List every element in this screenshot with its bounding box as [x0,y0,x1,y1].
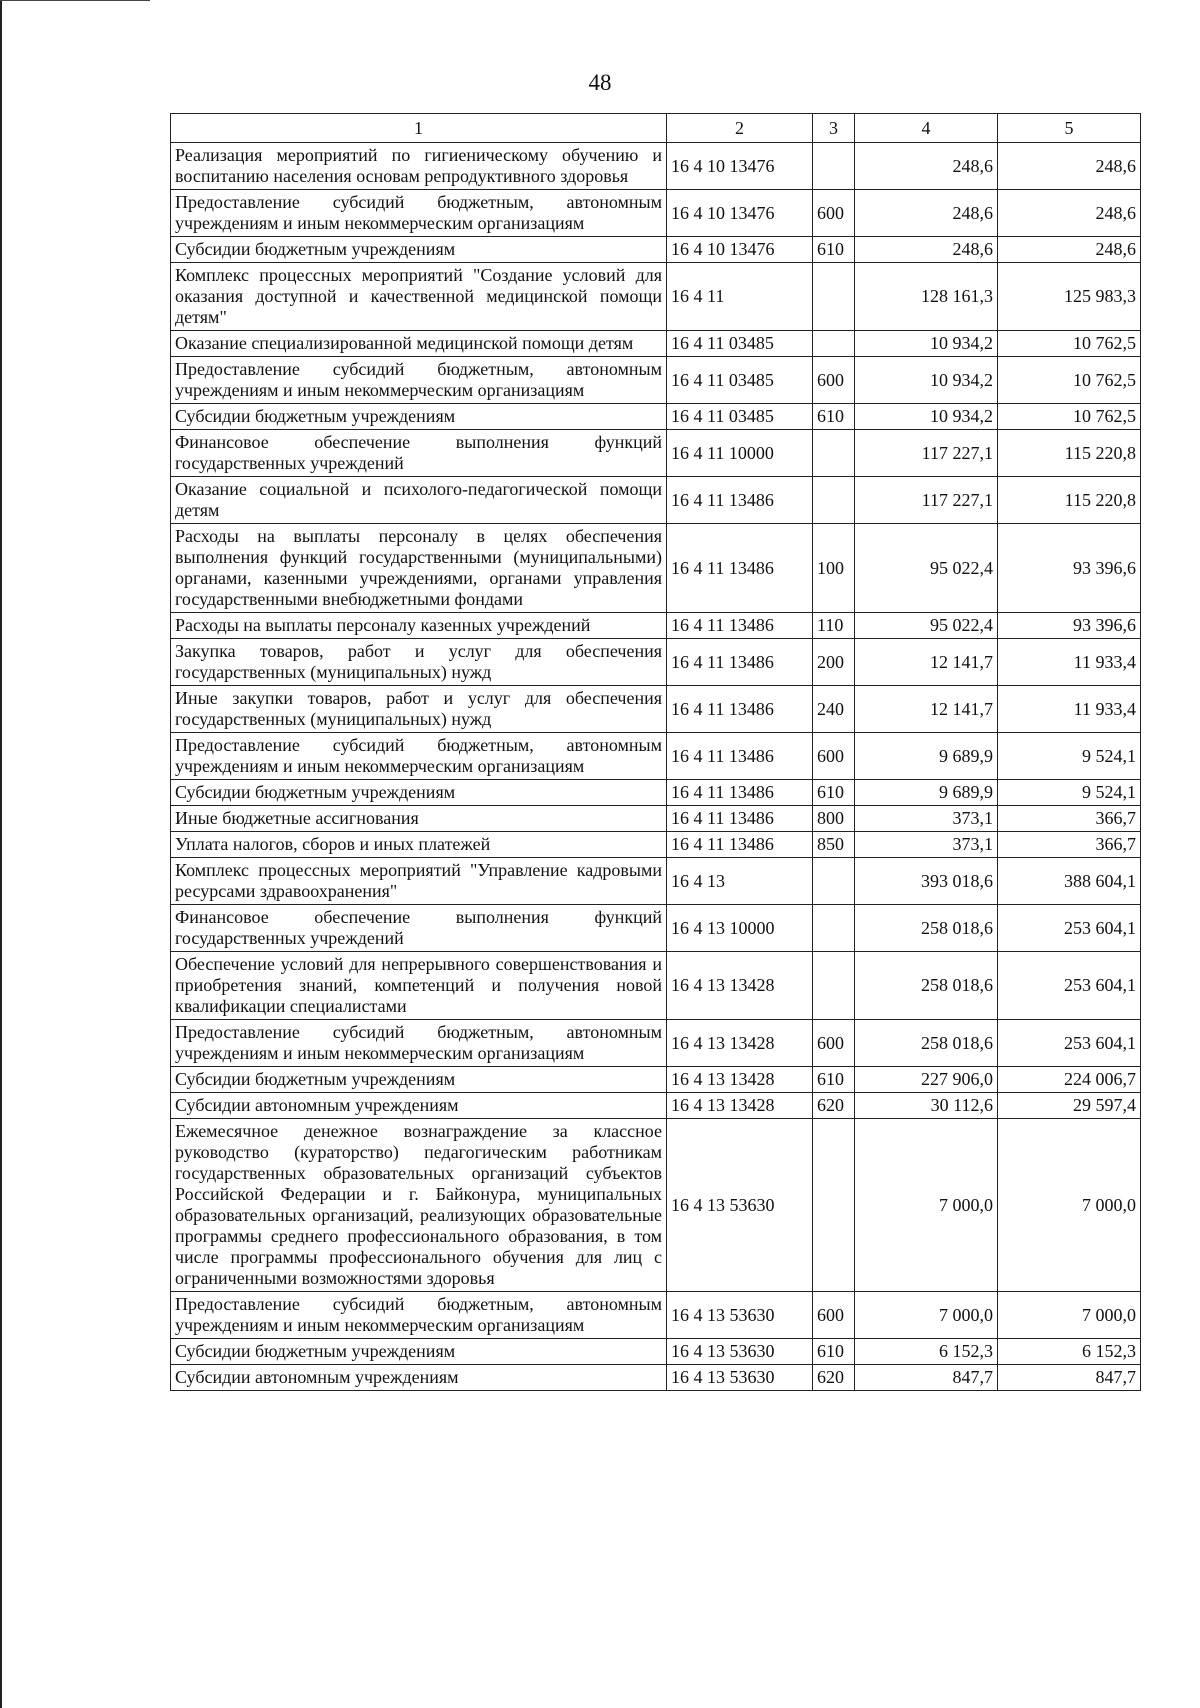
table-row [171,430,1141,477]
row-value-col5: 93 396,6 [998,613,1141,639]
row-name: Расходы на выплаты персоналу в целях обеспечения выполнения функций государственными (муниципальными) органами, казенными учреждениями, органами управления государственными внебюджетными фондами [171,524,667,613]
row-expense-type [813,430,855,477]
table-row [171,331,1141,357]
table-row [171,263,1141,331]
row-code: 16 4 10 13476 [667,143,813,190]
row-name: Субсидии автономным учреждениям [171,1093,667,1119]
row-code: 16 4 13 10000 [667,905,813,952]
table-row [171,733,1141,780]
row-code: 16 4 13 53630 [667,1339,813,1365]
table-row [171,1292,1141,1339]
row-expense-type: 600 [813,1292,855,1339]
row-value-col5: 11 933,4 [998,639,1141,686]
row-value-col4: 30 112,6 [855,1093,998,1119]
row-expense-type: 110 [813,613,855,639]
row-name: Иные закупки товаров, работ и услуг для обеспечения государственных (муниципальных) нужд [171,686,667,733]
row-code: 16 4 13 53630 [667,1119,813,1292]
row-expense-type [813,952,855,1020]
row-value-col4: 7 000,0 [855,1119,998,1292]
row-value-col4: 10 934,2 [855,404,998,430]
row-code: 16 4 11 13486 [667,686,813,733]
row-name: Финансовое обеспечение выполнения функций государственных учреждений [171,905,667,952]
table-row [171,143,1141,190]
row-name: Предоставление субсидий бюджетным, автономным учреждениям и иным некоммерческим организациям [171,1292,667,1339]
table-row [171,357,1141,404]
row-expense-type: 850 [813,832,855,858]
row-expense-type [813,1119,855,1292]
row-expense-type: 240 [813,686,855,733]
row-expense-type: 610 [813,780,855,806]
row-code: 16 4 11 13486 [667,639,813,686]
row-code: 16 4 11 13486 [667,477,813,524]
row-code: 16 4 13 13428 [667,952,813,1020]
row-value-col5: 253 604,1 [998,905,1141,952]
row-code: 16 4 11 03485 [667,404,813,430]
row-code: 16 4 10 13476 [667,237,813,263]
row-name: Ежемесячное денежное вознаграждение за классное руководство (кураторство) педагогическим работникам государственных образовательных организаций субъектов Российской Федерации и г. Байконура, муниципальных образовательных организаций, реализующих образовательные программы среднего профессионального образования, в том числе программы профессионального обучения для лиц с ограниченными возможностями здоровья [171,1119,667,1292]
table-row [171,806,1141,832]
row-name: Закупка товаров, работ и услуг для обеспечения государственных (муниципальных) нужд [171,639,667,686]
table-row [171,1365,1141,1391]
row-expense-type: 800 [813,806,855,832]
row-code: 16 4 13 13428 [667,1093,813,1119]
row-value-col4: 248,6 [855,237,998,263]
header-col-3: 3 [813,114,855,143]
row-value-col5: 10 762,5 [998,404,1141,430]
row-value-col5: 248,6 [998,143,1141,190]
row-code: 16 4 13 53630 [667,1292,813,1339]
row-value-col4: 6 152,3 [855,1339,998,1365]
row-value-col5: 10 762,5 [998,331,1141,357]
row-code: 16 4 13 13428 [667,1020,813,1067]
row-name: Субсидии бюджетным учреждениям [171,1339,667,1365]
row-name: Комплекс процессных мероприятий "Управление кадровыми ресурсами здравоохранения" [171,858,667,905]
row-expense-type: 100 [813,524,855,613]
row-value-col5: 7 000,0 [998,1292,1141,1339]
row-expense-type [813,477,855,524]
row-value-col5: 847,7 [998,1365,1141,1391]
row-value-col4: 258 018,6 [855,1020,998,1067]
row-name: Субсидии бюджетным учреждениям [171,237,667,263]
row-value-col4: 248,6 [855,190,998,237]
table-body [171,143,1141,1391]
row-value-col5: 248,6 [998,190,1141,237]
header-col-2: 2 [667,114,813,143]
header-col-5: 5 [998,114,1141,143]
row-value-col5: 366,7 [998,806,1141,832]
row-value-col4: 227 906,0 [855,1067,998,1093]
row-name: Субсидии бюджетным учреждениям [171,404,667,430]
row-name: Субсидии бюджетным учреждениям [171,780,667,806]
table-row [171,780,1141,806]
row-value-col4: 9 689,9 [855,733,998,780]
row-name: Предоставление субсидий бюджетным, автономным учреждениям и иным некоммерческим организациям [171,733,667,780]
table-row [171,905,1141,952]
row-value-col4: 12 141,7 [855,639,998,686]
row-expense-type: 610 [813,237,855,263]
row-value-col5: 224 006,7 [998,1067,1141,1093]
table-row [171,952,1141,1020]
row-expense-type: 600 [813,733,855,780]
row-value-col4: 248,6 [855,143,998,190]
page-number: 48 [588,70,612,95]
row-value-col5: 29 597,4 [998,1093,1141,1119]
row-expense-type: 600 [813,357,855,404]
row-expense-type: 610 [813,1067,855,1093]
row-value-col5: 6 152,3 [998,1339,1141,1365]
row-code: 16 4 11 03485 [667,331,813,357]
row-expense-type: 600 [813,1020,855,1067]
row-expense-type: 610 [813,1339,855,1365]
row-name: Субсидии бюджетным учреждениям [171,1067,667,1093]
row-name: Реализация мероприятий по гигиеническому обучению и воспитанию населения основам репродуктивного здоровья [171,143,667,190]
row-value-col5: 115 220,8 [998,430,1141,477]
row-value-col5: 253 604,1 [998,952,1141,1020]
row-name: Обеспечение условий для непрерывного совершенствования и приобретения знаний, компетенций и получения новой квалификации специалистами [171,952,667,1020]
row-value-col4: 10 934,2 [855,357,998,404]
row-value-col5: 388 604,1 [998,858,1141,905]
row-value-col4: 258 018,6 [855,952,998,1020]
table-row [171,1093,1141,1119]
row-value-col5: 93 396,6 [998,524,1141,613]
row-value-col5: 9 524,1 [998,733,1141,780]
row-code: 16 4 13 13428 [667,1067,813,1093]
row-expense-type: 610 [813,404,855,430]
row-expense-type: 200 [813,639,855,686]
row-value-col4: 10 934,2 [855,331,998,357]
scan-edge-left [0,0,2,1708]
row-value-col5: 248,6 [998,237,1141,263]
table-row [171,404,1141,430]
row-expense-type: 620 [813,1365,855,1391]
row-name: Расходы на выплаты персоналу казенных учреждений [171,613,667,639]
row-name: Оказание социальной и психолого-педагогической помощи детям [171,477,667,524]
row-value-col4: 9 689,9 [855,780,998,806]
row-code: 16 4 11 13486 [667,780,813,806]
row-code: 16 4 13 [667,858,813,905]
table-row [171,1339,1141,1365]
row-value-col4: 12 141,7 [855,686,998,733]
table-row [171,832,1141,858]
table-row [171,1020,1141,1067]
row-expense-type: 620 [813,1093,855,1119]
row-expense-type [813,858,855,905]
scan-edge-top [0,0,150,1]
row-value-col4: 95 022,4 [855,613,998,639]
row-value-col4: 7 000,0 [855,1292,998,1339]
row-value-col4: 117 227,1 [855,477,998,524]
table-row [171,1067,1141,1093]
table-row [171,477,1141,524]
row-name: Оказание специализированной медицинской помощи детям [171,331,667,357]
row-value-col5: 366,7 [998,832,1141,858]
row-value-col4: 128 161,3 [855,263,998,331]
table-header-row [171,114,1141,143]
row-code: 16 4 11 13486 [667,733,813,780]
header-col-1: 1 [171,114,667,143]
row-name: Предоставление субсидий бюджетным, автономным учреждениям и иным некоммерческим организациям [171,357,667,404]
table-row [171,524,1141,613]
row-code: 16 4 10 13476 [667,190,813,237]
row-value-col4: 393 018,6 [855,858,998,905]
row-name: Предоставление субсидий бюджетным, автономным учреждениям и иным некоммерческим организациям [171,1020,667,1067]
row-value-col4: 117 227,1 [855,430,998,477]
row-code: 16 4 11 10000 [667,430,813,477]
table-row [171,686,1141,733]
row-expense-type [813,331,855,357]
row-expense-type [813,143,855,190]
row-expense-type: 600 [813,190,855,237]
row-code: 16 4 11 13486 [667,524,813,613]
row-value-col5: 125 983,3 [998,263,1141,331]
row-value-col5: 11 933,4 [998,686,1141,733]
header-col-4: 4 [855,114,998,143]
row-code: 16 4 11 13486 [667,613,813,639]
row-name: Предоставление субсидий бюджетным, автономным учреждениям и иным некоммерческим организациям [171,190,667,237]
table-row [171,237,1141,263]
row-expense-type [813,905,855,952]
table-row [171,858,1141,905]
row-code: 16 4 11 03485 [667,357,813,404]
table-row [171,639,1141,686]
row-value-col5: 9 524,1 [998,780,1141,806]
row-value-col4: 373,1 [855,832,998,858]
row-value-col5: 10 762,5 [998,357,1141,404]
row-name: Уплата налогов, сборов и иных платежей [171,832,667,858]
row-value-col4: 373,1 [855,806,998,832]
row-name: Субсидии автономным учреждениям [171,1365,667,1391]
row-code: 16 4 11 13486 [667,806,813,832]
row-name: Финансовое обеспечение выполнения функций государственных учреждений [171,430,667,477]
row-name: Комплекс процессных мероприятий "Создание условий для оказания доступной и качественной медицинской помощи детям" [171,263,667,331]
row-code: 16 4 13 53630 [667,1365,813,1391]
table-row [171,1119,1141,1292]
row-expense-type [813,263,855,331]
row-name: Иные бюджетные ассигнования [171,806,667,832]
table-row [171,613,1141,639]
row-value-col4: 95 022,4 [855,524,998,613]
row-value-col4: 258 018,6 [855,905,998,952]
row-value-col5: 115 220,8 [998,477,1141,524]
row-value-col5: 7 000,0 [998,1119,1141,1292]
table-row [171,190,1141,237]
row-value-col5: 253 604,1 [998,1020,1141,1067]
row-code: 16 4 11 [667,263,813,331]
row-value-col4: 847,7 [855,1365,998,1391]
row-code: 16 4 11 13486 [667,832,813,858]
budget-table [170,113,1141,1391]
